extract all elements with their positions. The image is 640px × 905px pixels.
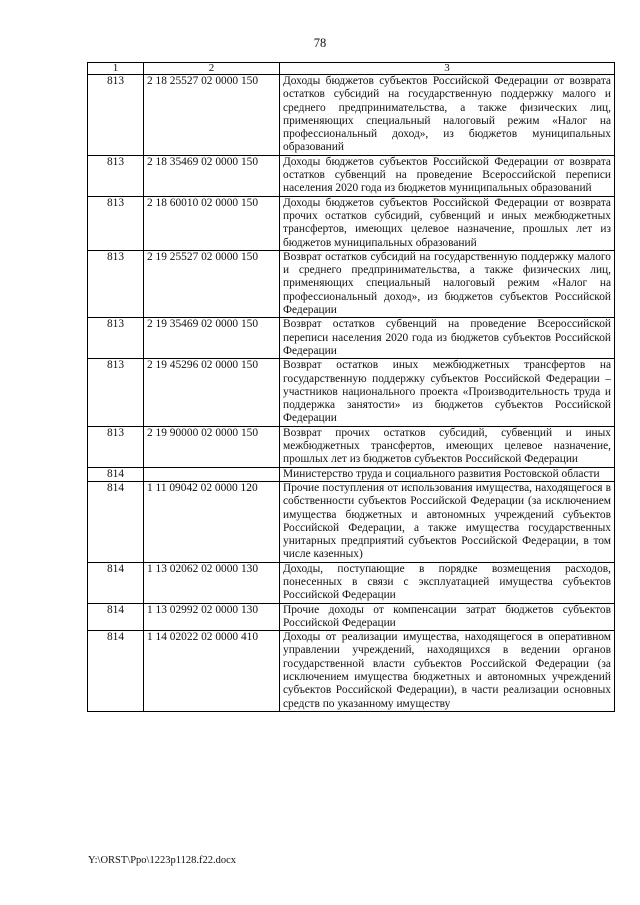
budget-code-cell: 2 18 60010 02 0000 150: [144, 196, 280, 250]
page-number: 78: [313, 36, 327, 50]
description-cell: Прочие доходы от компенсации затрат бюджетов субъектов Российской Федерации: [280, 603, 615, 631]
budget-code-cell: 1 13 02062 02 0000 130: [144, 562, 280, 603]
budget-code-cell: [144, 467, 280, 481]
table-row: [88, 196, 615, 250]
admin-code-cell: 813: [88, 196, 144, 250]
description-cell: Доходы от реализации имущества, находящегося в оперативном управлении учреждений, находящихся в ведении органов государственной власти субъектов Российской Федерации (за исключением имущества бюджетных и автономных учреждений субъектов Российской Федерации), в части реализации основных средств по указанному имуществу: [280, 631, 615, 712]
table-row: [88, 481, 615, 562]
admin-code-cell: 814: [88, 631, 144, 712]
table-row: [88, 318, 615, 359]
admin-code-cell: 814: [88, 467, 144, 481]
budget-code-cell: 1 13 02992 02 0000 130: [144, 603, 280, 631]
table-row: [88, 603, 615, 631]
budget-code-cell: 2 18 35469 02 0000 150: [144, 155, 280, 196]
description-cell: Доходы бюджетов субъектов Российской Федерации от возврата прочих остатков субсидий, субвенций и иных межбюджетных трансфертов, имеющих целевое назначение, прошлых лет из бюджетов муниципальных образований: [280, 196, 615, 250]
admin-code-cell: 813: [88, 75, 144, 156]
column-header-1: 1: [88, 63, 144, 75]
budget-code-cell: 2 18 25527 02 0000 150: [144, 75, 280, 156]
budget-code-cell: 2 19 90000 02 0000 150: [144, 426, 280, 467]
admin-code-cell: 813: [88, 359, 144, 426]
description-cell: Доходы бюджетов субъектов Российской Федерации от возврата остатков субвенций на проведение Всероссийской переписи населения 2020 года из бюджетов муниципальных образований: [280, 155, 615, 196]
admin-code-cell: 813: [88, 318, 144, 359]
budget-codes-table: [87, 62, 615, 712]
description-cell: Возврат остатков иных межбюджетных трансфертов на государственную поддержку субъектов Российской Федерации – участников национального проекта «Производительность труда и поддержка занятости» из бюджетов субъектов Российской Федерации: [280, 359, 615, 426]
file-path-footer: Y:\ORST\Ppo\1223p1128.f22.docx: [88, 855, 236, 866]
budget-code-cell: 1 11 09042 02 0000 120: [144, 481, 280, 562]
budget-code-cell: 2 19 25527 02 0000 150: [144, 250, 280, 317]
description-cell: Прочие поступления от использования имущества, находящегося в собственности субъектов Российской Федерации (за исключением имущества бюджетных и автономных учреждений субъектов Российской Федерации, а также имущества государственных унитарных предприятий субъектов Российской Федерации, в том числе казенных): [280, 481, 615, 562]
table-body: [88, 75, 615, 712]
admin-code-cell: 813: [88, 250, 144, 317]
table-row: [88, 75, 615, 156]
description-cell: Возврат остатков субсидий на государственную поддержку малого и среднего предпринимательства, а также физических лиц, применяющих специальный налоговый режим «Налог на профессиональный доход», из бюджетов субъектов Российской Федерации: [280, 250, 615, 317]
admin-code-cell: 814: [88, 562, 144, 603]
column-header-2: 2: [144, 63, 280, 75]
admin-code-cell: 814: [88, 603, 144, 631]
table-row: [88, 359, 615, 426]
table-row: [88, 631, 615, 712]
table-row: [88, 155, 615, 196]
budget-code-cell: 1 14 02022 02 0000 410: [144, 631, 280, 712]
description-cell: Доходы, поступающие в порядке возмещения расходов, понесенных в связи с эксплуатацией имущества субъектов Российской Федерации: [280, 562, 615, 603]
admin-code-cell: 814: [88, 481, 144, 562]
admin-code-cell: 813: [88, 155, 144, 196]
table-row: [88, 250, 615, 317]
table-row: [88, 467, 615, 481]
description-cell: Возврат остатков субвенций на проведение Всероссийской переписи населения 2020 года из бюджетов субъектов Российской Федерации: [280, 318, 615, 359]
admin-code-cell: 813: [88, 426, 144, 467]
column-header-3: 3: [280, 63, 615, 75]
budget-code-cell: 2 19 35469 02 0000 150: [144, 318, 280, 359]
description-cell: Министерство труда и социального развития Ростовской области: [280, 467, 615, 481]
header-row: [88, 63, 615, 75]
budget-code-cell: 2 19 45296 02 0000 150: [144, 359, 280, 426]
description-cell: Возврат прочих остатков субсидий, субвенций и иных межбюджетных трансфертов, имеющих целевое назначение, прошлых лет из бюджетов субъектов Российской Федерации: [280, 426, 615, 467]
table-row: [88, 562, 615, 603]
table-row: [88, 426, 615, 467]
description-cell: Доходы бюджетов субъектов Российской Федерации от возврата остатков субсидий на государственную поддержку малого и среднего предпринимательства, а также физических лиц, применяющих специальный налоговый режим «Налог на профессиональный доход», из бюджетов муниципальных образований: [280, 75, 615, 156]
